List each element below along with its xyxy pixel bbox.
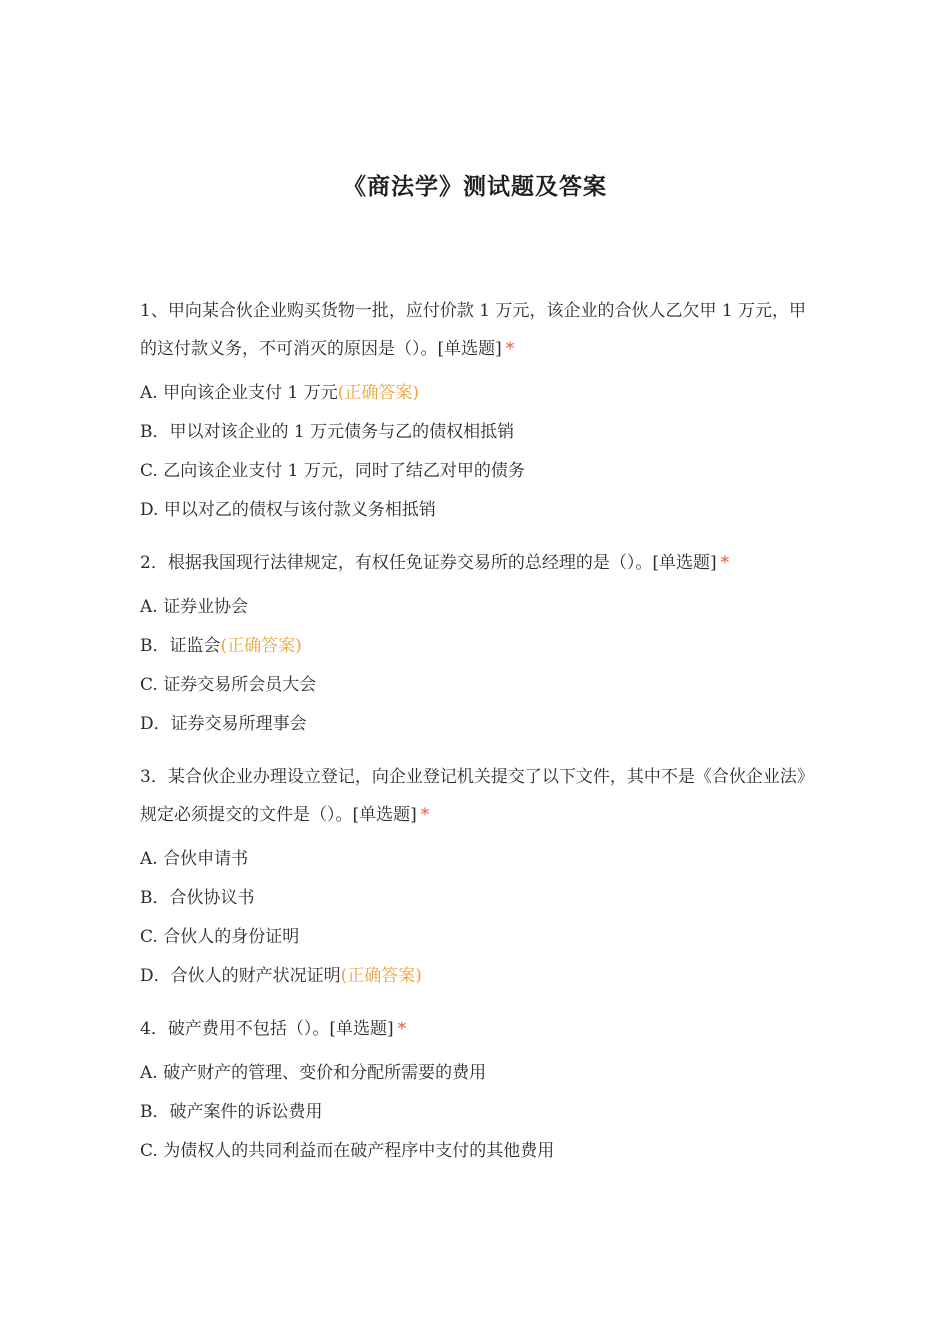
question-block <box>140 1010 808 1171</box>
option-item: A. 合伙申请书 <box>140 849 249 869</box>
required-star: * <box>397 1019 407 1039</box>
question-block <box>140 544 808 744</box>
option-item: B．证监会(正确答案) <box>140 636 302 656</box>
option-item: B．破产案件的诉讼费用 <box>140 1102 323 1122</box>
question-text: 4．破产费用不包括（）。[单选题] * <box>140 1019 407 1039</box>
correct-answer-label: (正确答案) <box>340 966 422 986</box>
option-item: C. 证券交易所会员大会 <box>140 675 317 695</box>
question-text: 3．某合伙企业办理设立登记，向企业登记机关提交了以下文件，其中不是《合伙企业法》规定必须提交的文件是（）。[单选题] * <box>140 767 806 825</box>
question-text: 1、甲向某合伙企业购买货物一批，应付价款 1 万元，该企业的合伙人乙欠甲 1 万元，甲的这付款义务，不可消灭的原因是（）。[单选题] * <box>140 301 807 359</box>
option-item: D. 甲以对乙的债权与该付款义务相抵销 <box>140 500 436 520</box>
option-item: A. 破产财产的管理、变价和分配所需要的费用 <box>140 1063 487 1083</box>
question-list <box>140 292 808 1185</box>
option-item: B．甲以对该企业的 1 万元债务与乙的债权相抵销 <box>140 422 515 442</box>
option-item: C. 合伙人的身份证明 <box>140 927 300 947</box>
option-item: D．证券交易所理事会 <box>140 714 307 734</box>
option-item: D．合伙人的财产状况证明(正确答案) <box>140 966 422 986</box>
required-star: * <box>505 339 515 359</box>
question-text: 2．根据我国现行法律规定，有权任免证券交易所的总经理的是（）。[单选题] * <box>140 553 730 573</box>
question-block <box>140 292 808 530</box>
correct-answer-label: (正确答案) <box>337 383 419 403</box>
option-item: C. 乙向该企业支付 1 万元，同时了结乙对甲的债务 <box>140 461 525 481</box>
correct-answer-label: (正确答案) <box>220 636 302 656</box>
required-star: * <box>420 805 430 825</box>
option-item: A. 甲向该企业支付 1 万元(正确答案) <box>140 383 419 403</box>
option-item: C. 为债权人的共同利益而在破产程序中支付的其他费用 <box>140 1141 555 1161</box>
page-title: 《商法学》测试题及答案 <box>343 173 607 200</box>
option-item: B．合伙协议书 <box>140 888 255 908</box>
question-block <box>140 758 808 996</box>
option-item: A. 证券业协会 <box>140 597 249 617</box>
required-star: * <box>720 553 730 573</box>
